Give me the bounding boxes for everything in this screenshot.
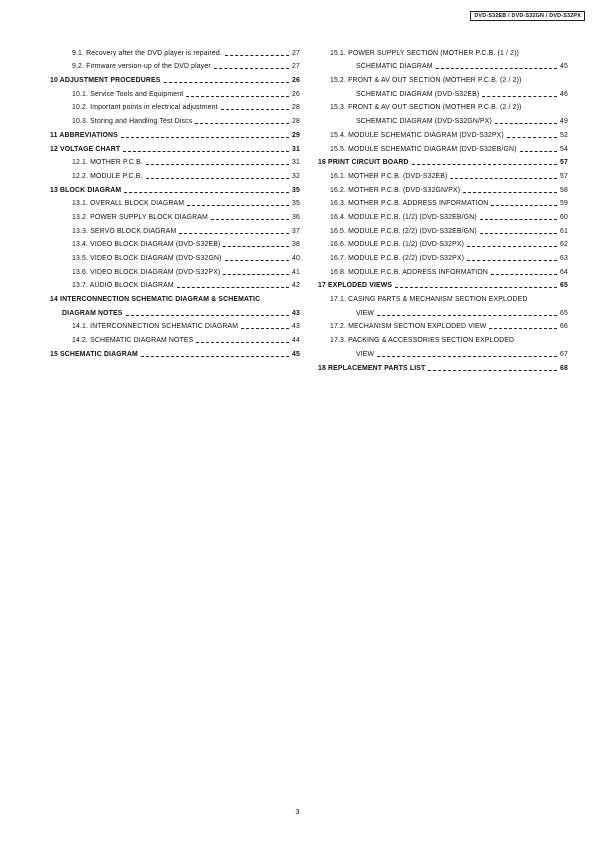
dot-leader (463, 192, 557, 193)
dot-leader (491, 274, 557, 275)
toc-entry[interactable] (50, 345, 300, 359)
toc-entry-page: 31 (292, 145, 300, 153)
toc-entry-page: 43 (292, 323, 300, 331)
toc-entry[interactable] (318, 112, 568, 126)
toc-entry-title: 14.2. SCHEMATIC DIAGRAM NOTES (72, 337, 194, 345)
dot-leader (121, 137, 289, 138)
toc-entry[interactable] (318, 236, 568, 250)
toc-entry-title: 17.2. MECHANISM SECTION EXPLODED VIEW (330, 323, 487, 331)
toc-entry-page: 28 (292, 118, 300, 126)
dot-leader (480, 219, 557, 220)
toc-entry-page: 65 (560, 309, 568, 317)
toc-entry-title: 17.3. PACKING & ACCESSORIES SECTION EXPLODED (330, 337, 515, 345)
toc-entry[interactable] (50, 85, 300, 99)
toc-entry[interactable] (318, 140, 568, 154)
toc-entry[interactable] (318, 71, 568, 85)
dot-leader (491, 205, 557, 206)
toc-entry[interactable] (50, 331, 300, 345)
toc-entry-page: 60 (560, 213, 568, 221)
toc-entry[interactable] (318, 359, 568, 373)
toc-entry-title: VIEW (356, 350, 375, 358)
dot-leader (225, 55, 289, 56)
dot-leader (225, 260, 289, 261)
toc-entry-title: 16.6. MODULE P.C.B. (1/2) (DVD-S32PX) (330, 241, 465, 249)
toc-entry-page: 35 (292, 186, 300, 194)
dot-leader (520, 151, 557, 152)
toc-entry[interactable] (318, 304, 568, 318)
toc-entry[interactable] (50, 304, 300, 318)
toc-entry[interactable] (318, 263, 568, 277)
toc-entry[interactable] (318, 181, 568, 195)
toc-entry-page: 26 (292, 77, 300, 85)
dot-leader (124, 192, 289, 193)
dot-leader (211, 219, 289, 220)
toc-entry[interactable] (318, 318, 568, 332)
dot-leader (223, 274, 289, 275)
toc-entry-title: 14 INTERCONNECTION SCHEMATIC DIAGRAM & SCHEMATIC (50, 296, 261, 304)
toc-entry-page: 26 (292, 90, 300, 98)
toc-entry[interactable] (318, 44, 568, 58)
toc-entry-title: 13.4. VIDEO BLOCK DIAGRAM (DVD-S32EB) (72, 241, 221, 249)
toc-entry[interactable] (318, 222, 568, 236)
toc-entry-title: 13.2. POWER SUPPLY BLOCK DIAGRAM (72, 213, 208, 221)
toc-entry-page: 54 (560, 145, 568, 153)
toc-entry-title: 17.1. CASING PARTS & MECHANISM SECTION EXPLODED (330, 296, 528, 304)
toc-entry-title: 12.2. MODULE P.C.B. (72, 172, 143, 180)
toc-entry-title: 13.5. VIDEO BLOCK DIAGRAM (DVD-S32GN) (72, 255, 222, 262)
dot-leader (241, 328, 289, 329)
toc-entry-page: 65 (560, 282, 568, 290)
toc-entry-page: 49 (560, 118, 568, 126)
toc-entry-title: SCHEMATIC DIAGRAM (356, 63, 433, 71)
toc-entry-page: 35 (292, 200, 300, 208)
dot-leader (123, 151, 289, 152)
toc-entry[interactable] (50, 44, 300, 58)
dot-leader (223, 246, 289, 247)
toc-entry[interactable] (50, 58, 300, 72)
dot-leader (467, 246, 557, 247)
toc-entry[interactable] (50, 99, 300, 113)
toc-entry[interactable] (318, 331, 568, 345)
toc-entry[interactable] (318, 195, 568, 209)
toc-entry[interactable] (50, 249, 300, 263)
toc-entry-title: 16.7. MODULE P.C.B. (2/2) (DVD-S32PX) (330, 255, 465, 262)
toc-entry[interactable] (50, 195, 300, 209)
dot-leader (377, 315, 557, 316)
toc-entry-page: 32 (292, 172, 300, 180)
toc-entry-page: 57 (560, 172, 568, 180)
toc-entry-page: 45 (292, 350, 300, 358)
dot-leader (177, 287, 289, 288)
toc-entry-page: 41 (292, 268, 300, 276)
toc-entry-page: 29 (292, 131, 300, 139)
toc-entry[interactable] (318, 154, 568, 168)
dot-leader (141, 356, 289, 357)
dot-leader (186, 96, 289, 97)
toc-entry[interactable] (318, 85, 568, 99)
toc-entry-page: 68 (560, 364, 568, 372)
toc-entry[interactable] (50, 126, 300, 140)
page-number: 3 (295, 807, 300, 816)
dot-leader (395, 287, 557, 288)
toc-entry-title: 13.6. VIDEO BLOCK DIAGRAM (DVD-S32PX) (72, 268, 221, 276)
toc-entry-title: 9.1. Recovery after the DVD player is repaired. (72, 49, 222, 57)
toc-entry[interactable] (50, 112, 300, 126)
toc-entry-title: SCHEMATIC DIAGRAM (DVD-S32EB) (356, 90, 480, 98)
dot-leader (146, 164, 289, 165)
model-number-header: DVD-S32EB / DVD-S32GN / DVD-S32PX (470, 11, 585, 21)
toc-entry[interactable] (50, 167, 300, 181)
dot-leader (179, 233, 289, 234)
toc-entry-title: 16.1. MOTHER P.C.B. (DVD-S32EB) (330, 172, 448, 180)
toc-entry-title: 13.7. AUDIO BLOCK DIAGRAM (72, 282, 174, 290)
toc-entry[interactable] (318, 290, 568, 304)
toc-entry-title: 13 BLOCK DIAGRAM (50, 186, 122, 194)
toc-entry-title: 16.2. MOTHER P.C.B. (DVD-S32GN/PX) (330, 186, 461, 194)
dot-leader (489, 328, 557, 329)
toc-right-column (318, 44, 568, 373)
dot-leader (187, 205, 289, 206)
toc-entry-title: 10.1. Service Tools and Equipment (72, 90, 184, 98)
toc-entry-page: 40 (292, 255, 300, 262)
toc-entry[interactable] (50, 71, 300, 85)
toc-entry-page: 27 (292, 49, 300, 57)
toc-entry[interactable] (318, 167, 568, 181)
toc-entry-title: 17 EXPLODED VIEWS (318, 282, 393, 290)
toc-entry[interactable] (318, 208, 568, 222)
dot-leader (195, 123, 289, 124)
toc-entry-title: 15.5. MODULE SCHEMATIC DIAGRAM (DVD-S32EB/GN) (330, 145, 517, 153)
toc-entry-page: 28 (292, 104, 300, 112)
toc-entry-title: 18 REPLACEMENT PARTS LIST (318, 364, 426, 372)
dot-leader (377, 356, 557, 357)
toc-entry-title: 9.2. Firmware version-up of the DVD player (72, 63, 211, 71)
toc-entry[interactable] (50, 154, 300, 168)
toc-entry-page: 31 (292, 159, 300, 167)
toc-entry-page: 38 (292, 241, 300, 249)
toc-entry-page: 62 (560, 241, 568, 249)
toc-entry[interactable] (318, 99, 568, 113)
toc-entry-title: 10.2. Important points in electrical adjustment (72, 104, 218, 112)
dot-leader (146, 178, 289, 179)
toc-entry[interactable] (50, 318, 300, 332)
toc-entry-page: 57 (560, 159, 568, 167)
toc-entry-title: 16.3. MOTHER P.C.B. ADDRESS INFORMATION (330, 200, 489, 208)
toc-entry-title: 15.4. MODULE SCHEMATIC DIAGRAM (DVD-S32PX) (330, 131, 504, 139)
toc-entry-title: SCHEMATIC DIAGRAM (DVD-S32GN/PX) (356, 118, 492, 126)
dot-leader (495, 123, 557, 124)
toc-entry-page: 42 (292, 282, 300, 290)
toc-entry-title: VIEW (356, 309, 375, 317)
toc-entry[interactable] (318, 277, 568, 291)
dot-leader (164, 82, 289, 83)
toc-entry-title: 10.3. Storing and Handling Test Discs (72, 118, 193, 126)
toc-entry-title: 15 SCHEMATIC DIAGRAM (50, 350, 138, 358)
dot-leader (467, 260, 557, 261)
toc-entry-title: 15.2. FRONT & AV OUT SECTION (MOTHER P.C.B. (2 / 2)) (330, 77, 522, 85)
toc-entry[interactable] (50, 236, 300, 250)
dot-leader (412, 164, 557, 165)
toc-entry-page: 63 (560, 255, 568, 262)
toc-left-column (50, 44, 300, 359)
toc-entry-title: 15.3. FRONT & AV OUT SECTION (MOTHER P.C.B. (2 / 2)) (330, 104, 522, 112)
toc-entry-page: 37 (292, 227, 300, 235)
toc-entry-page: 46 (560, 90, 568, 98)
toc-entry-title: 16.5. MODULE P.C.B. (2/2) (DVD-S32EB/GN) (330, 227, 477, 235)
toc-entry-title: 16.8. MODULE P.C.B. ADDRESS INFORMATION (330, 268, 488, 276)
toc-entry-title: 12 VOLTAGE CHART (50, 145, 121, 153)
dot-leader (450, 178, 557, 179)
toc-entry-title: 14.1. INTERCONNECTION SCHEMATIC DIAGRAM (72, 323, 239, 331)
toc-entry-page: 45 (560, 63, 568, 71)
toc-entry-page: 64 (560, 268, 568, 276)
dot-leader (214, 68, 289, 69)
toc-entry-title: 13.1. OVERALL BLOCK DIAGRAM (72, 200, 185, 208)
toc-entry-page: 52 (560, 131, 568, 139)
toc-entry-page: 66 (560, 323, 568, 331)
toc-entry[interactable] (50, 181, 300, 195)
toc-entry[interactable] (318, 126, 568, 140)
toc-entry[interactable] (50, 277, 300, 291)
toc-entry-page: 67 (560, 350, 568, 358)
toc-entry-page: 36 (292, 213, 300, 221)
dot-leader (436, 68, 557, 69)
toc-entry-title: 16.4. MODULE P.C.B. (1/2) (DVD-S32EB/GN) (330, 213, 477, 221)
dot-leader (221, 109, 289, 110)
toc-entry-title: 11 ABBREVIATIONS (50, 131, 118, 139)
toc-entry[interactable] (50, 208, 300, 222)
toc-entry[interactable] (318, 58, 568, 72)
toc-entry-title: 10 ADJUSTMENT PROCEDURES (50, 77, 161, 85)
toc-entry-title: 12.1. MOTHER P.C.B. (72, 159, 143, 167)
toc-entry-title: 16 PRINT CIRCUIT BOARD (318, 159, 409, 167)
dot-leader (507, 137, 557, 138)
toc-entry-page: 61 (560, 227, 568, 235)
toc-entry-page: 43 (292, 309, 300, 317)
toc-entry-title: 13.3. SERVO BLOCK DIAGRAM (72, 227, 177, 235)
dot-leader (428, 370, 557, 371)
toc-entry[interactable] (50, 290, 300, 304)
dot-leader (482, 96, 557, 97)
toc-entry[interactable] (318, 249, 568, 263)
toc-entry[interactable] (50, 222, 300, 236)
toc-entry-title: 15.1. POWER SUPPLY SECTION (MOTHER P.C.B. (1 / 2)) (330, 49, 519, 57)
toc-entry[interactable] (50, 140, 300, 154)
toc-entry[interactable] (50, 263, 300, 277)
toc-entry-page: 58 (560, 186, 568, 194)
toc-entry-page: 44 (292, 337, 300, 345)
dot-leader (480, 233, 557, 234)
dot-leader (126, 315, 289, 316)
toc-entry-page: 59 (560, 200, 568, 208)
toc-entry[interactable] (318, 345, 568, 359)
dot-leader (196, 342, 289, 343)
toc-entry-title: DIAGRAM NOTES (62, 309, 123, 317)
toc-entry-page: 27 (292, 63, 300, 71)
